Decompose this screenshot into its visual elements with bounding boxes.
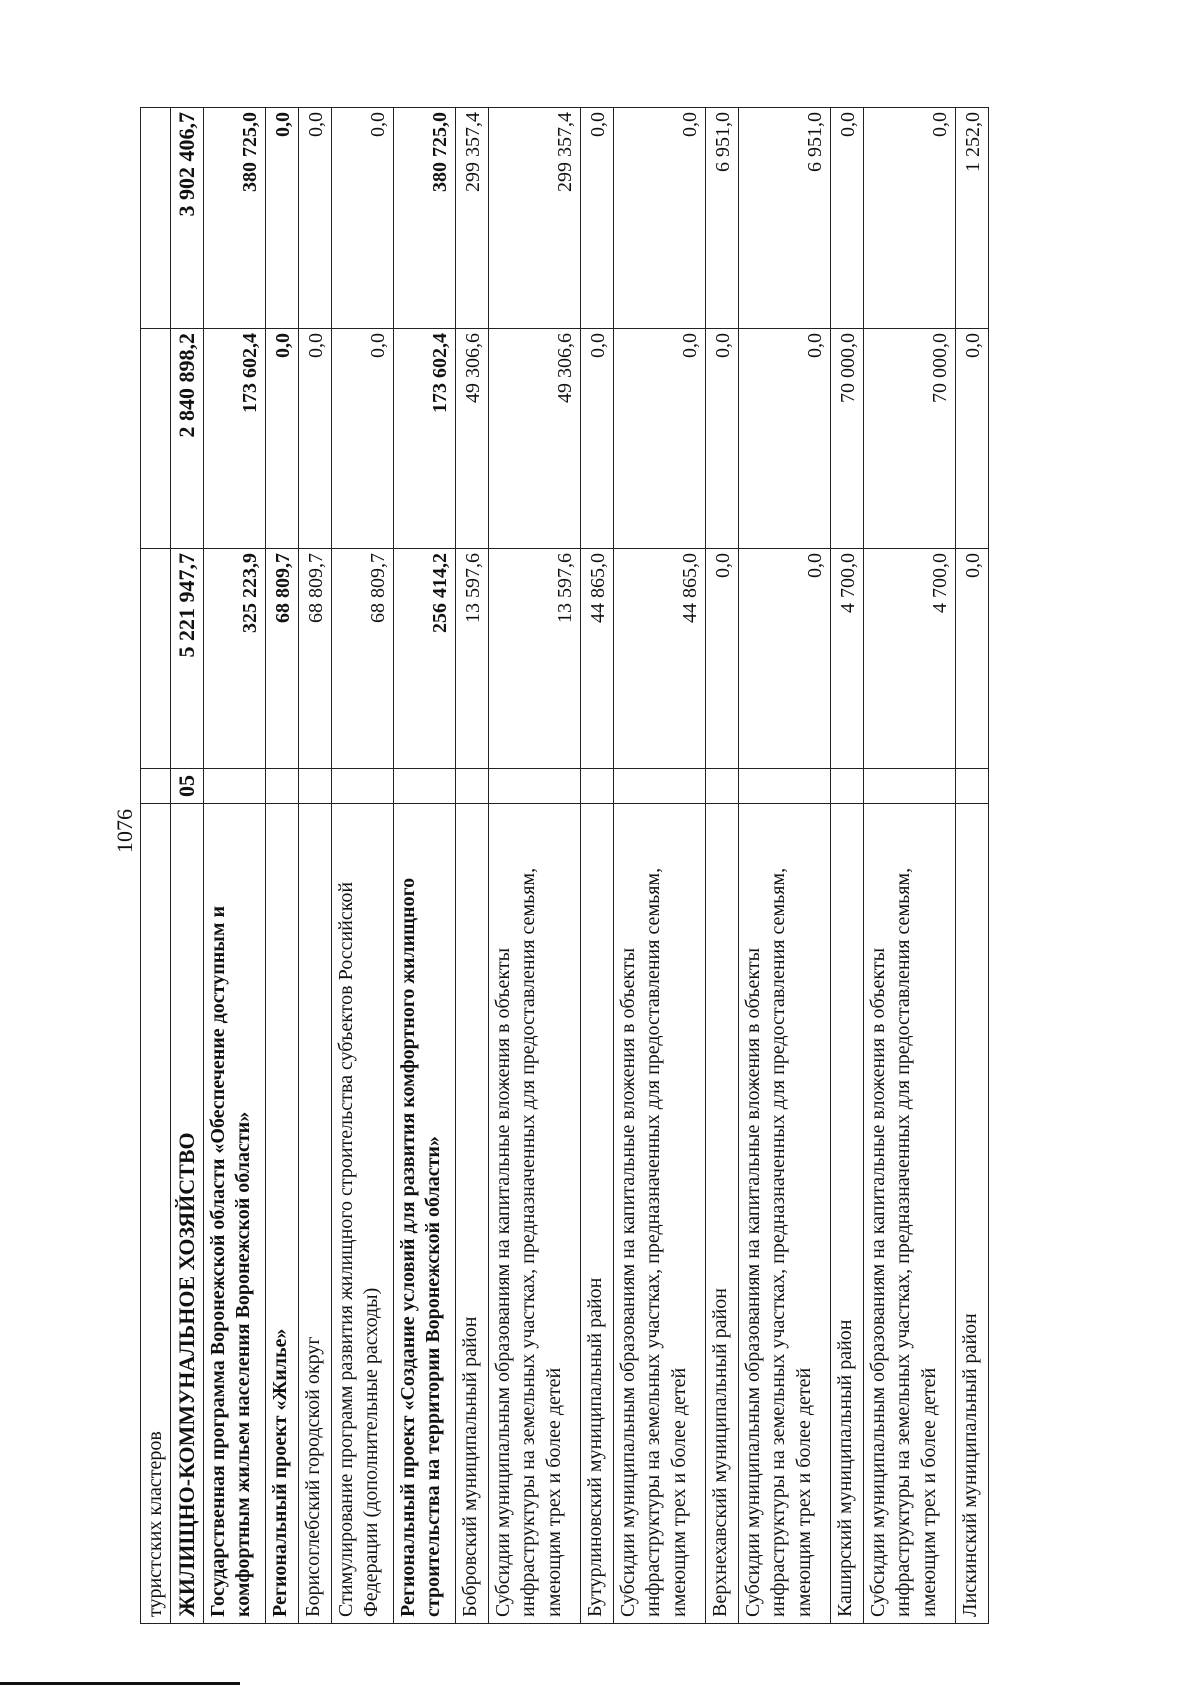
table-row: [956, 108, 989, 1624]
footer-line: [0, 1682, 240, 1685]
row-value-3: 0,0: [332, 108, 394, 329]
row-name: Борисоглебский городской округ: [299, 804, 332, 1624]
row-value-1: 68 809,7: [299, 549, 332, 769]
table-row: [831, 108, 864, 1624]
row-name: Региональный проект «Жилье»: [266, 804, 299, 1624]
row-code: 05: [171, 769, 204, 804]
row-value-1: 0,0: [956, 549, 989, 769]
row-value-2: 0,0: [332, 329, 394, 549]
row-code: [956, 769, 989, 804]
row-value-2: 2 840 898,2: [171, 329, 204, 549]
row-name: Субсидии муниципальным образованиям на капитальные вложения в объекты инфраструктуры на земельных участках, предназначенных для предоставления семьям, имеющим трех и более детей: [489, 804, 581, 1624]
row-code: [299, 769, 332, 804]
row-value-3: 0,0: [299, 108, 332, 329]
table-row: [456, 108, 489, 1624]
row-value-1: 0,0: [739, 549, 831, 769]
row-code: [831, 769, 864, 804]
table-row: [614, 108, 706, 1624]
rotated-table-container: [140, 108, 1060, 1624]
row-value-1: 5 221 947,7: [171, 549, 204, 769]
table-row: [266, 108, 299, 1624]
row-value-3: 0,0: [864, 108, 956, 329]
row-code: [739, 769, 831, 804]
row-code: [489, 769, 581, 804]
row-code: [456, 769, 489, 804]
row-name: Региональный проект «Создание условий для развития комфортного жилищного строительства на территории Воронежской области»: [394, 804, 456, 1624]
row-value-2: 0,0: [706, 329, 739, 549]
row-value-3: 0,0: [266, 108, 299, 329]
row-value-2: 0,0: [299, 329, 332, 549]
page-number: 1076: [112, 809, 137, 853]
row-code: [394, 769, 456, 804]
budget-table: [140, 107, 989, 1624]
row-value-2: 0,0: [614, 329, 706, 549]
row-value-3: 380 725,0: [394, 108, 456, 329]
row-value-2: 0,0: [739, 329, 831, 549]
table-row: [394, 108, 456, 1624]
row-name: Субсидии муниципальным образованиям на капитальные вложения в объекты инфраструктуры на земельных участках, предназначенных для предоставления семьям, имеющим трех и более детей: [864, 804, 956, 1624]
row-value-1: 4 700,0: [831, 549, 864, 769]
row-code: [706, 769, 739, 804]
row-value-1: 68 809,7: [332, 549, 394, 769]
table-row: [204, 108, 266, 1624]
row-name: туристских кластеров: [141, 804, 171, 1624]
row-name: ЖИЛИЩНО-КОММУНАЛЬНОЕ ХОЗЯЙСТВО: [171, 804, 204, 1624]
row-value-2: [141, 329, 171, 549]
row-name: Субсидии муниципальным образованиям на капитальные вложения в объекты инфраструктуры на земельных участках, предназначенных для предоставления семьям, имеющим трех и более детей: [614, 804, 706, 1624]
table-row: [706, 108, 739, 1624]
table-row: [864, 108, 956, 1624]
row-value-3: 0,0: [831, 108, 864, 329]
budget-table-body: [141, 108, 989, 1624]
table-row: [739, 108, 831, 1624]
row-value-3: 380 725,0: [204, 108, 266, 329]
row-code: [614, 769, 706, 804]
row-name: Стимулирование программ развития жилищного строительства субъектов Российской Федерации (дополнительные расходы): [332, 804, 394, 1624]
table-row: [171, 108, 204, 1624]
row-value-3: 6 951,0: [739, 108, 831, 329]
row-value-1: 325 223,9: [204, 549, 266, 769]
row-value-1: 44 865,0: [614, 549, 706, 769]
row-code: [204, 769, 266, 804]
table-row: [489, 108, 581, 1624]
row-value-3: 3 902 406,7: [171, 108, 204, 329]
row-name: Субсидии муниципальным образованиям на капитальные вложения в объекты инфраструктуры на земельных участках, предназначенных для предоставления семьям, имеющим трех и более детей: [739, 804, 831, 1624]
table-row: [141, 108, 171, 1624]
table-row: [332, 108, 394, 1624]
row-value-3: 0,0: [581, 108, 614, 329]
row-name: Бобровский муниципальный район: [456, 804, 489, 1624]
row-value-2: 0,0: [956, 329, 989, 549]
row-value-1: 13 597,6: [456, 549, 489, 769]
row-value-1: 4 700,0: [864, 549, 956, 769]
row-value-1: 44 865,0: [581, 549, 614, 769]
row-value-3: [141, 108, 171, 329]
table-row: [299, 108, 332, 1624]
row-value-2: 49 306,6: [456, 329, 489, 549]
row-value-2: 70 000,0: [864, 329, 956, 549]
row-value-1: 256 414,2: [394, 549, 456, 769]
row-value-3: 1 252,0: [956, 108, 989, 329]
row-name: Государственная программа Воронежской области «Обеспечение доступным и комфортным жильем населения Воронежской области»: [204, 804, 266, 1624]
row-name: Каширский муниципальный район: [831, 804, 864, 1624]
table-row: [581, 108, 614, 1624]
row-value-1: [141, 549, 171, 769]
row-code: [864, 769, 956, 804]
row-value-1: 68 809,7: [266, 549, 299, 769]
row-value-3: 0,0: [614, 108, 706, 329]
row-value-3: 299 357,4: [456, 108, 489, 329]
row-name: Бутурлиновский муниципальный район: [581, 804, 614, 1624]
row-code: [581, 769, 614, 804]
row-value-2: 0,0: [266, 329, 299, 549]
row-name: Лискинский муниципальный район: [956, 804, 989, 1624]
row-name: Верхнехавский муниципальный район: [706, 804, 739, 1624]
row-value-1: 0,0: [706, 549, 739, 769]
row-code: [266, 769, 299, 804]
row-value-2: 173 602,4: [394, 329, 456, 549]
row-value-2: 49 306,6: [489, 329, 581, 549]
row-code: [141, 769, 171, 804]
row-value-1: 13 597,6: [489, 549, 581, 769]
row-value-3: 6 951,0: [706, 108, 739, 329]
row-value-3: 299 357,4: [489, 108, 581, 329]
row-value-2: 173 602,4: [204, 329, 266, 549]
row-code: [332, 769, 394, 804]
row-value-2: 0,0: [581, 329, 614, 549]
row-value-2: 70 000,0: [831, 329, 864, 549]
